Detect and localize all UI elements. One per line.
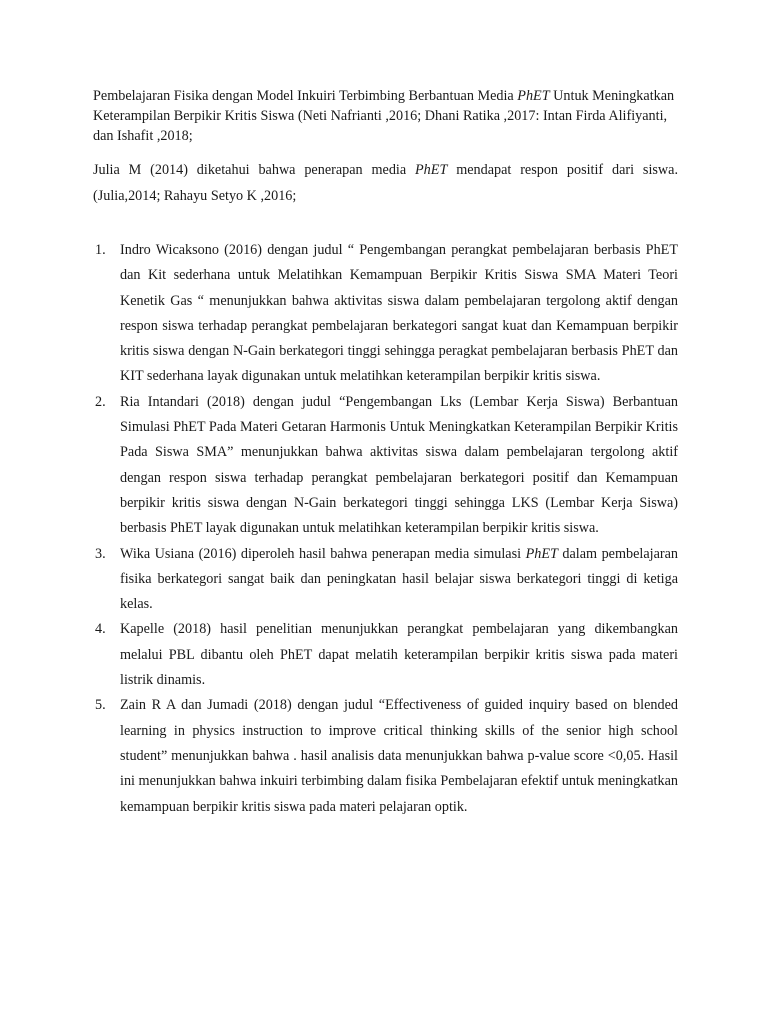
list-item-number: 1. [95,242,106,258]
list-item-number: 2. [95,393,106,410]
list-item-number: 5. [95,697,106,714]
list-item [93,617,678,693]
list-item-text: Ria Intandari (2018) dengan judul “Pengembangan Lks (Lembar Kerja Siswa) Berbantuan Simulasi PhET Pada Materi Getaran Harmonis Untuk Meningkatkan Keterampilan Berpikir Kritis Pada Siswa SMA” menunjukkan bahwa aktivitas siswa dalam pembelajaran tergolong aktif dengan respon siswa terhadap perangkat pembelajaran berkategori positif dan Kemampuan berpikir kritis siswa dengan N-Gain berkategori tinggi sehingga LKS (Lembar Kerja Siswa) berbasis PhET layak digunakan untuk melatihkan keterampilan berpikir kritis siswa. [120,393,678,537]
list-item-number: 4. [95,621,106,638]
list-item-number: 3. [95,545,106,562]
list-item-phet: PhET [525,545,558,562]
list-item-text-a: Wika Usiana (2016) diperoleh hasil bahwa penerapan media simulasi [120,545,526,562]
intro-paragraph-1 [93,86,678,146]
intro-1-text-a: Pembelajaran Fisika dengan Model Inkuiri Terbimbing Berbantuan Media [93,88,518,104]
list-item-text [120,542,678,618]
list-item-text: Zain R A dan Jumadi (2018) dengan judul “Effectiveness of guided inquiry based on blended learning in physics instruction to improve critical thinking skills of the senior high school student” menunjukkan bahwa . hasil analisis data menunjukkan bahwa p-value score <0,05. Hasil ini menunjukkan bahwa inkuiri terbimbing dalam fisika Pembelajaran efektif untuk meningkatkan kemampuan berpikir kritis siswa pada materi pelajaran optik. [120,697,678,815]
list-item-text-b: dalam pembelajaran fisika berkategori sangat baik dan peningkatan hasil belajar siswa berkategori tinggi di ketiga kelas. [120,545,678,613]
intro-2-text-b: mendapat respon positif dari siswa. (Julia,2014; Rahayu Setyo K ,2016; [93,162,678,204]
intro-1-text-b: Untuk Meningkatkan Keterampilan Berpikir Kritis Siswa (Neti Nafrianti ,2016; Dhani Ratika ,2017: Intan Firda Alifiyanti, dan Ishafit ,2018; [93,88,675,144]
reference-list [93,238,678,820]
list-item [93,542,678,618]
list-item [93,238,678,390]
intro-1-phet: PhET [517,88,550,104]
list-item [93,693,678,819]
list-item-text: Kapelle (2018) hasil penelitian menunjukkan perangkat pembelajaran yang dikembangkan melalui PBL dibantu oleh PhET dapat melatih keterampilan berpikir kritis siswa pada materi listrik dinamis. [120,621,678,689]
intro-2-phet: PhET [415,162,448,178]
list-item [93,390,678,542]
list-item-text: Indro Wicaksono (2016) dengan judul “ Pengembangan perangkat pembelajaran berbasis PhET dan Kit sederhana untuk Melatihkan Kemampuan Berpikir Kritis Siswa SMA Materi Teori Kenetik Gas “ menunjukkan bahwa aktivitas siswa dalam pembelajaran tergolong aktif dengan respon siswa terhadap perangkat pembelajaran berkategori sangat kuat dan Kemampuan berpikir kritis siswa dengan N-Gain berkategori tinggi sehingga peragkat pembelajaran berbasis PhET dan KIT sederhana layak digunakan untuk melatihkan keterampilan berpikir kritis siswa. [120,242,678,385]
intro-2-text-a: Julia M (2014) diketahui bahwa penerapan media [93,162,416,178]
intro-paragraph-2 [93,157,678,209]
